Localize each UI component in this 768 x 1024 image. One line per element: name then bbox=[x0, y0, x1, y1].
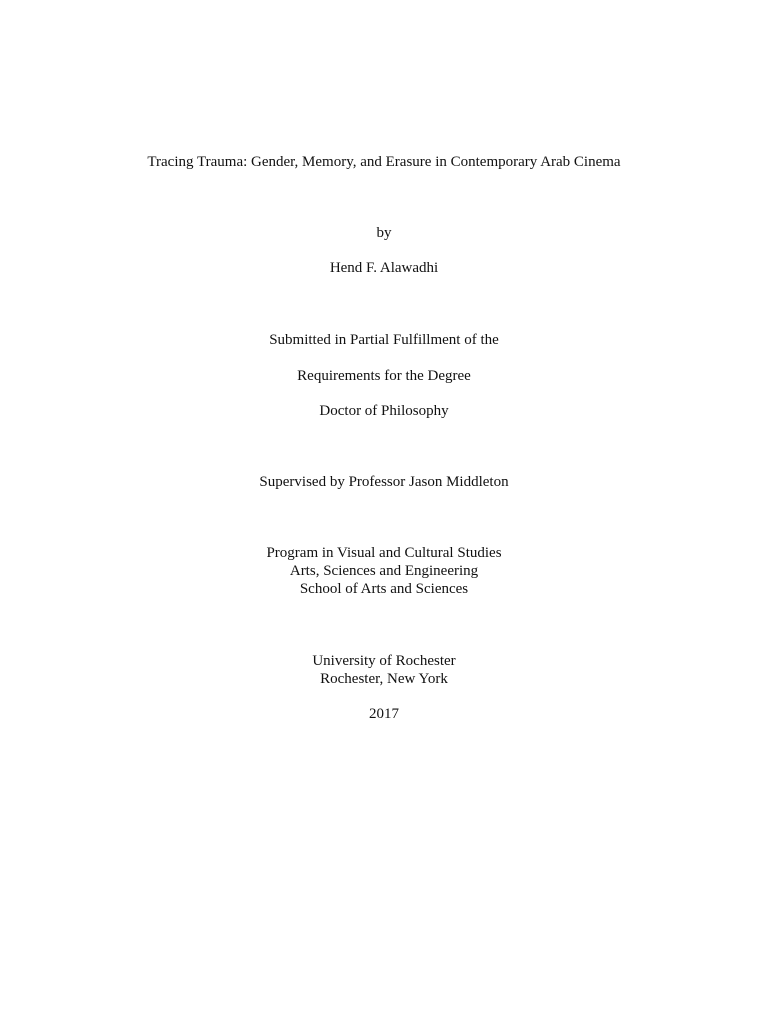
university-location: Rochester, New York bbox=[320, 671, 448, 687]
school-name: School of Arts and Sciences bbox=[299, 581, 469, 597]
dissertation-title: Tracing Trauma: Gender, Memory, and Erasure in Contemporary Arab Cinema bbox=[147, 154, 621, 170]
submission-statement-line-1: Submitted in Partial Fulfillment of the bbox=[269, 332, 499, 348]
submission-year: 2017 bbox=[369, 706, 399, 722]
submission-statement-line-2: Requirements for the Degree bbox=[297, 368, 471, 384]
by-label: by bbox=[376, 225, 392, 241]
program-name: Program in Visual and Cultural Studies bbox=[266, 545, 502, 561]
university-name: University of Rochester bbox=[312, 653, 456, 669]
supervisor-statement: Supervised by Professor Jason Middleton bbox=[259, 474, 509, 490]
author-name: Hend F. Alawadhi bbox=[329, 260, 439, 276]
division-name: Arts, Sciences and Engineering bbox=[289, 563, 479, 579]
degree-name: Doctor of Philosophy bbox=[319, 403, 449, 419]
